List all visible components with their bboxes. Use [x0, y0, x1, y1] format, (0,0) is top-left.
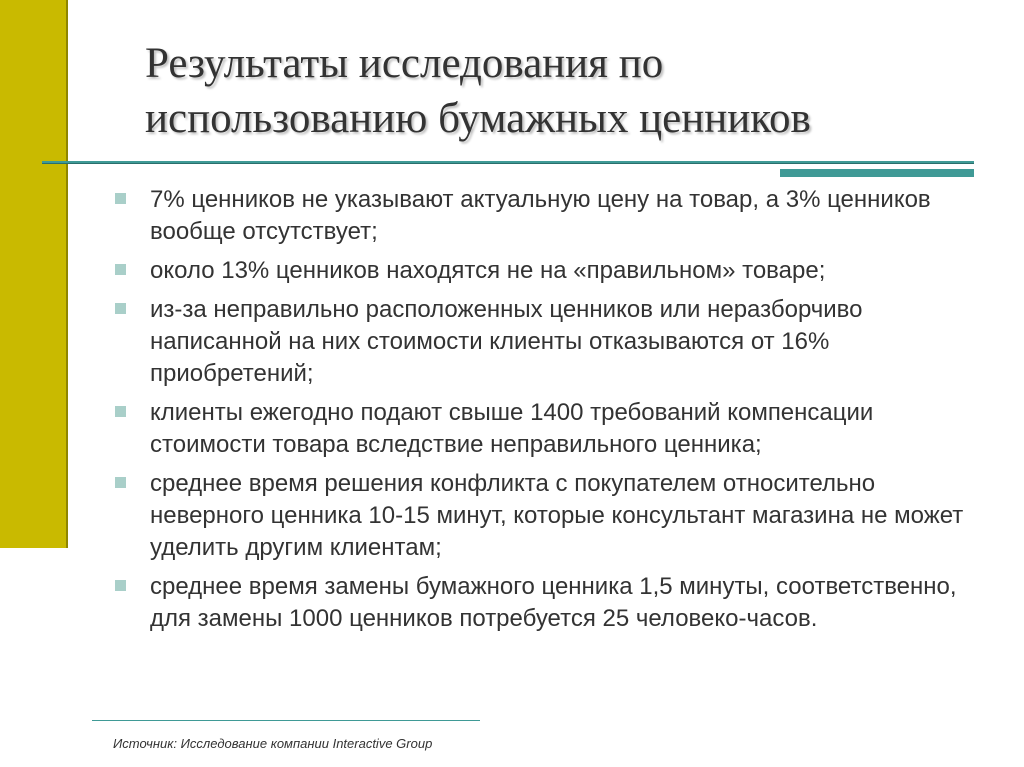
list-item [115, 255, 975, 287]
bullet-text: среднее время решения конфликта с покупателем относительно неверного ценника 10-15 минут, которые консультант магазина не может уделить другим клиентам; [150, 470, 964, 561]
title-line-2: использованию бумажных ценников [145, 95, 811, 142]
slide-title [145, 36, 985, 146]
source-caption: Источник: Исследование компании Interactive Group [113, 736, 433, 751]
title-divider-accent [780, 169, 974, 177]
list-item [115, 184, 975, 248]
list-item [115, 397, 975, 461]
title-line-1: Результаты исследования по [145, 40, 664, 87]
footer-divider [92, 720, 480, 721]
bullet-list [115, 184, 975, 642]
square-bullet-icon [115, 406, 126, 417]
bullet-text: клиенты ежегодно подают свыше 1400 требований компенсации стоимости товара вследствие неправильного ценника; [150, 399, 874, 458]
bullet-text: среднее время замены бумажного ценника 1,5 минуты, соответственно, для замены 1000 ценников потребуется 25 человеко-часов. [150, 573, 957, 632]
square-bullet-icon [115, 264, 126, 275]
square-bullet-icon [115, 580, 126, 591]
accent-bar [0, 0, 66, 548]
list-item [115, 468, 975, 564]
square-bullet-icon [115, 303, 126, 314]
title-divider-shadow [42, 163, 974, 164]
bullet-text: 7% ценников не указывают актуальную цену на товар, а 3% ценников вообще отсутствует; [150, 186, 931, 245]
list-item [115, 571, 975, 635]
square-bullet-icon [115, 193, 126, 204]
list-item [115, 294, 975, 390]
square-bullet-icon [115, 477, 126, 488]
bullet-text: из-за неправильно расположенных ценников или неразборчиво написанной на них стоимости клиенты отказываются от 16% приобретений; [150, 296, 863, 387]
bullet-text: около 13% ценников находятся не на «правильном» товаре; [150, 257, 826, 284]
